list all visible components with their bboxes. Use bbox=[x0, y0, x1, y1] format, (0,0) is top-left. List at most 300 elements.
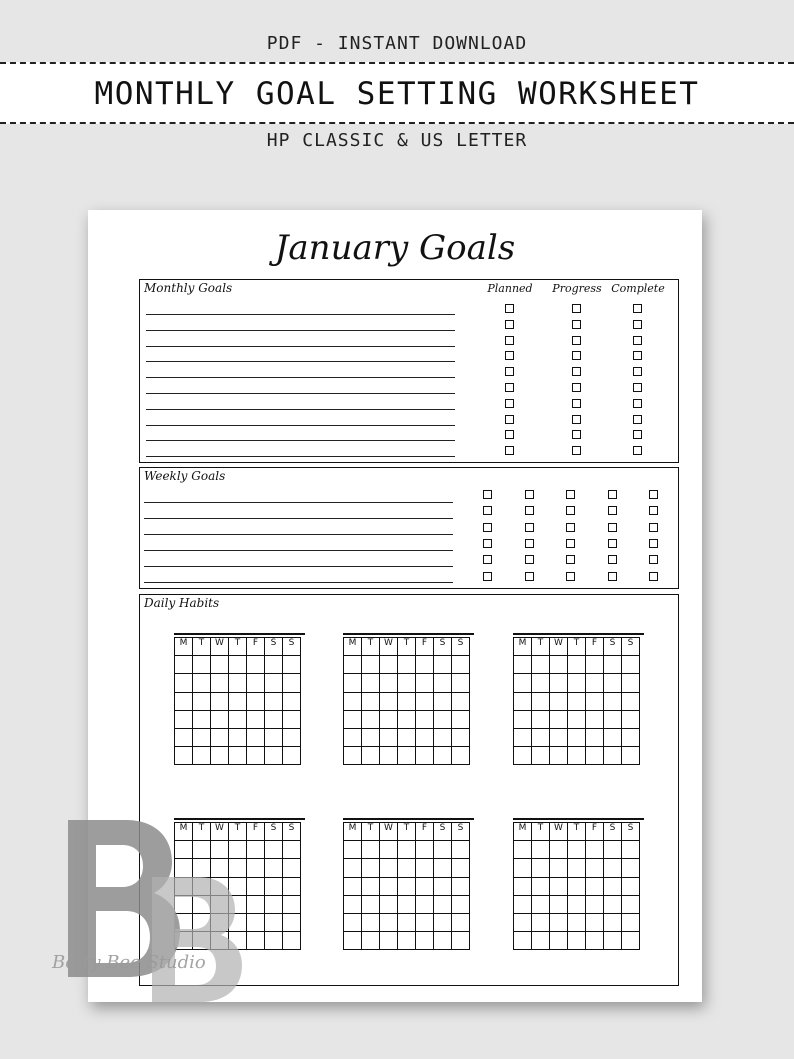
goal-writing-line[interactable] bbox=[146, 330, 455, 331]
habit-cell[interactable] bbox=[380, 859, 398, 877]
habit-cell[interactable] bbox=[568, 710, 586, 728]
weekly-checkbox[interactable] bbox=[608, 539, 617, 548]
habit-cell[interactable] bbox=[175, 656, 193, 674]
weekly-checkbox[interactable] bbox=[483, 506, 492, 515]
habit-cell[interactable] bbox=[568, 728, 586, 746]
goal-writing-line[interactable] bbox=[146, 393, 455, 394]
habit-cell[interactable] bbox=[604, 747, 622, 765]
habit-cell[interactable] bbox=[283, 674, 301, 692]
weekly-checkbox[interactable] bbox=[608, 572, 617, 581]
habit-cell[interactable] bbox=[416, 932, 434, 950]
habit-cell[interactable] bbox=[211, 710, 229, 728]
habit-cell[interactable] bbox=[550, 674, 568, 692]
habit-cell[interactable] bbox=[550, 747, 568, 765]
complete-checkbox[interactable] bbox=[633, 336, 642, 345]
habit-cell[interactable] bbox=[604, 895, 622, 913]
habit-cell[interactable] bbox=[193, 728, 211, 746]
habit-cell[interactable] bbox=[283, 895, 301, 913]
habit-cell[interactable] bbox=[175, 692, 193, 710]
habit-cell[interactable] bbox=[434, 859, 452, 877]
weekly-checkbox[interactable] bbox=[649, 555, 658, 564]
habit-cell[interactable] bbox=[247, 656, 265, 674]
habit-cell[interactable] bbox=[416, 895, 434, 913]
weekly-checkbox[interactable] bbox=[649, 490, 658, 499]
habit-cell[interactable] bbox=[532, 859, 550, 877]
habit-cell[interactable] bbox=[398, 859, 416, 877]
habit-cell[interactable] bbox=[550, 841, 568, 859]
habit-cell[interactable] bbox=[550, 656, 568, 674]
habit-cell[interactable] bbox=[380, 710, 398, 728]
habit-cell[interactable] bbox=[622, 710, 640, 728]
habit-cell[interactable] bbox=[265, 710, 283, 728]
habit-cell[interactable] bbox=[265, 841, 283, 859]
habit-cell[interactable] bbox=[452, 710, 470, 728]
habit-cell[interactable] bbox=[283, 747, 301, 765]
habit-cell[interactable] bbox=[283, 841, 301, 859]
weekly-checkbox[interactable] bbox=[566, 523, 575, 532]
habit-cell[interactable] bbox=[586, 747, 604, 765]
habit-cell[interactable] bbox=[568, 859, 586, 877]
habit-cell[interactable] bbox=[452, 747, 470, 765]
weekly-checkbox[interactable] bbox=[525, 490, 534, 499]
habit-cell[interactable] bbox=[344, 692, 362, 710]
planned-checkbox[interactable] bbox=[505, 304, 514, 313]
progress-checkbox[interactable] bbox=[572, 383, 581, 392]
weekly-checkbox[interactable] bbox=[608, 555, 617, 564]
habit-cell[interactable] bbox=[380, 913, 398, 931]
complete-checkbox[interactable] bbox=[633, 351, 642, 360]
weekly-checkbox[interactable] bbox=[483, 539, 492, 548]
habit-cell[interactable] bbox=[604, 710, 622, 728]
habit-cell[interactable] bbox=[514, 692, 532, 710]
habit-cell[interactable] bbox=[568, 895, 586, 913]
habit-cell[interactable] bbox=[380, 841, 398, 859]
habit-cell[interactable] bbox=[568, 747, 586, 765]
habit-cell[interactable] bbox=[532, 913, 550, 931]
habit-cell[interactable] bbox=[416, 747, 434, 765]
habit-cell[interactable] bbox=[283, 913, 301, 931]
habit-cell[interactable] bbox=[398, 895, 416, 913]
habit-cell[interactable] bbox=[434, 932, 452, 950]
habit-cell[interactable] bbox=[362, 877, 380, 895]
habit-cell[interactable] bbox=[398, 710, 416, 728]
complete-checkbox[interactable] bbox=[633, 320, 642, 329]
habit-cell[interactable] bbox=[193, 747, 211, 765]
habit-cell[interactable] bbox=[344, 841, 362, 859]
habit-cell[interactable] bbox=[211, 692, 229, 710]
habit-cell[interactable] bbox=[514, 674, 532, 692]
habit-cell[interactable] bbox=[586, 913, 604, 931]
habit-cell[interactable] bbox=[514, 877, 532, 895]
habit-cell[interactable] bbox=[247, 692, 265, 710]
progress-checkbox[interactable] bbox=[572, 415, 581, 424]
habit-cell[interactable] bbox=[380, 692, 398, 710]
habit-cell[interactable] bbox=[434, 747, 452, 765]
habit-cell[interactable] bbox=[434, 895, 452, 913]
habit-cell[interactable] bbox=[452, 841, 470, 859]
habit-cell[interactable] bbox=[380, 728, 398, 746]
habit-cell[interactable] bbox=[532, 710, 550, 728]
habit-cell[interactable] bbox=[514, 895, 532, 913]
weekly-checkbox[interactable] bbox=[525, 539, 534, 548]
weekly-writing-line[interactable] bbox=[144, 566, 453, 567]
habit-cell[interactable] bbox=[568, 692, 586, 710]
habit-cell[interactable] bbox=[622, 747, 640, 765]
habit-cell[interactable] bbox=[550, 859, 568, 877]
habit-cell[interactable] bbox=[265, 877, 283, 895]
progress-checkbox[interactable] bbox=[572, 320, 581, 329]
habit-cell[interactable] bbox=[434, 656, 452, 674]
habit-cell[interactable] bbox=[211, 674, 229, 692]
habit-cell[interactable] bbox=[380, 747, 398, 765]
habit-cell[interactable] bbox=[283, 656, 301, 674]
weekly-checkbox[interactable] bbox=[649, 572, 658, 581]
habit-cell[interactable] bbox=[229, 710, 247, 728]
weekly-checkbox[interactable] bbox=[566, 506, 575, 515]
habit-cell[interactable] bbox=[514, 710, 532, 728]
habit-cell[interactable] bbox=[229, 747, 247, 765]
habit-cell[interactable] bbox=[550, 932, 568, 950]
habit-cell[interactable] bbox=[586, 692, 604, 710]
habit-cell[interactable] bbox=[283, 710, 301, 728]
habit-cell[interactable] bbox=[532, 656, 550, 674]
habit-cell[interactable] bbox=[416, 841, 434, 859]
habit-cell[interactable] bbox=[434, 877, 452, 895]
habit-cell[interactable] bbox=[175, 728, 193, 746]
progress-checkbox[interactable] bbox=[572, 367, 581, 376]
planned-checkbox[interactable] bbox=[505, 351, 514, 360]
weekly-checkbox[interactable] bbox=[608, 490, 617, 499]
habit-cell[interactable] bbox=[344, 913, 362, 931]
complete-checkbox[interactable] bbox=[633, 430, 642, 439]
complete-checkbox[interactable] bbox=[633, 367, 642, 376]
habit-cell[interactable] bbox=[247, 728, 265, 746]
habit-cell[interactable] bbox=[398, 841, 416, 859]
habit-cell[interactable] bbox=[362, 932, 380, 950]
planned-checkbox[interactable] bbox=[505, 430, 514, 439]
habit-cell[interactable] bbox=[416, 710, 434, 728]
weekly-checkbox[interactable] bbox=[525, 572, 534, 581]
goal-writing-line[interactable] bbox=[146, 377, 455, 378]
habit-cell[interactable] bbox=[229, 674, 247, 692]
habit-cell[interactable] bbox=[550, 913, 568, 931]
weekly-checkbox[interactable] bbox=[525, 506, 534, 515]
planned-checkbox[interactable] bbox=[505, 320, 514, 329]
habit-cell[interactable] bbox=[265, 692, 283, 710]
habit-cell[interactable] bbox=[604, 913, 622, 931]
habit-cell[interactable] bbox=[452, 692, 470, 710]
habit-cell[interactable] bbox=[604, 674, 622, 692]
habit-cell[interactable] bbox=[452, 913, 470, 931]
tracker-day-row bbox=[344, 823, 470, 841]
habit-cell[interactable] bbox=[344, 932, 362, 950]
habit-cell[interactable] bbox=[398, 913, 416, 931]
habit-cell[interactable] bbox=[265, 895, 283, 913]
habit-cell[interactable] bbox=[514, 913, 532, 931]
habit-cell[interactable] bbox=[247, 747, 265, 765]
goal-writing-line[interactable] bbox=[146, 425, 455, 426]
habit-cell[interactable] bbox=[380, 877, 398, 895]
habit-cell[interactable] bbox=[362, 859, 380, 877]
habit-cell[interactable] bbox=[452, 728, 470, 746]
habit-cell[interactable] bbox=[193, 692, 211, 710]
habit-cell[interactable] bbox=[568, 932, 586, 950]
habit-cell[interactable] bbox=[344, 656, 362, 674]
habit-cell[interactable] bbox=[514, 859, 532, 877]
habit-cell[interactable] bbox=[283, 859, 301, 877]
weekly-checkbox[interactable] bbox=[525, 523, 534, 532]
habit-cell[interactable] bbox=[586, 674, 604, 692]
habit-cell[interactable] bbox=[586, 877, 604, 895]
habit-cell[interactable] bbox=[532, 674, 550, 692]
planned-checkbox[interactable] bbox=[505, 399, 514, 408]
habit-cell[interactable] bbox=[568, 674, 586, 692]
habit-cell[interactable] bbox=[622, 692, 640, 710]
habit-cell[interactable] bbox=[604, 859, 622, 877]
habit-cell[interactable] bbox=[586, 656, 604, 674]
habit-cell[interactable] bbox=[175, 710, 193, 728]
progress-checkbox[interactable] bbox=[572, 336, 581, 345]
weekly-checkbox[interactable] bbox=[608, 506, 617, 515]
habit-cell[interactable] bbox=[344, 674, 362, 692]
habit-cell[interactable] bbox=[452, 877, 470, 895]
weekly-checkbox[interactable] bbox=[649, 539, 658, 548]
habit-cell[interactable] bbox=[283, 877, 301, 895]
habit-cell[interactable] bbox=[416, 877, 434, 895]
habit-cell[interactable] bbox=[247, 674, 265, 692]
habit-cell[interactable] bbox=[604, 656, 622, 674]
habit-cell[interactable] bbox=[416, 692, 434, 710]
habit-cell[interactable] bbox=[344, 859, 362, 877]
habit-cell[interactable] bbox=[283, 728, 301, 746]
complete-checkbox[interactable] bbox=[633, 415, 642, 424]
habit-cell[interactable] bbox=[604, 932, 622, 950]
weekly-checkbox[interactable] bbox=[566, 555, 575, 564]
habit-cell[interactable] bbox=[604, 692, 622, 710]
weekly-checkbox[interactable] bbox=[649, 523, 658, 532]
habit-cell[interactable] bbox=[229, 728, 247, 746]
habit-cell[interactable] bbox=[586, 932, 604, 950]
habit-cell[interactable] bbox=[568, 877, 586, 895]
habit-cell[interactable] bbox=[193, 656, 211, 674]
weekly-writing-line[interactable] bbox=[144, 534, 453, 535]
habit-cell[interactable] bbox=[380, 895, 398, 913]
progress-checkbox[interactable] bbox=[572, 304, 581, 313]
weekly-writing-line[interactable] bbox=[144, 550, 453, 551]
habit-cell[interactable] bbox=[532, 932, 550, 950]
weekly-checkbox[interactable] bbox=[566, 490, 575, 499]
habit-cell[interactable] bbox=[416, 656, 434, 674]
habit-cell[interactable] bbox=[514, 656, 532, 674]
habit-cell[interactable] bbox=[175, 674, 193, 692]
habit-cell[interactable] bbox=[398, 656, 416, 674]
weekly-writing-line[interactable] bbox=[144, 518, 453, 519]
habit-cell[interactable] bbox=[265, 932, 283, 950]
progress-checkbox[interactable] bbox=[572, 399, 581, 408]
habit-cell[interactable] bbox=[416, 913, 434, 931]
habit-cell[interactable] bbox=[622, 728, 640, 746]
habit-cell[interactable] bbox=[452, 932, 470, 950]
habit-cell[interactable] bbox=[193, 674, 211, 692]
planned-checkbox[interactable] bbox=[505, 336, 514, 345]
goal-writing-line[interactable] bbox=[146, 314, 455, 315]
habit-cell[interactable] bbox=[604, 841, 622, 859]
complete-checkbox[interactable] bbox=[633, 383, 642, 392]
habit-cell[interactable] bbox=[398, 932, 416, 950]
habit-cell[interactable] bbox=[568, 656, 586, 674]
habit-cell[interactable] bbox=[362, 674, 380, 692]
habit-cell[interactable] bbox=[211, 747, 229, 765]
habit-cell[interactable] bbox=[550, 710, 568, 728]
day-header-cell: T bbox=[568, 638, 586, 656]
habit-cell[interactable] bbox=[344, 895, 362, 913]
complete-checkbox[interactable] bbox=[633, 304, 642, 313]
goal-writing-line[interactable] bbox=[146, 361, 455, 362]
habit-cell[interactable] bbox=[622, 895, 640, 913]
habit-cell[interactable] bbox=[344, 728, 362, 746]
habit-cell[interactable] bbox=[550, 877, 568, 895]
habit-cell[interactable] bbox=[229, 656, 247, 674]
habit-cell[interactable] bbox=[622, 859, 640, 877]
habit-cell[interactable] bbox=[380, 932, 398, 950]
habit-cell[interactable] bbox=[362, 692, 380, 710]
habit-cell[interactable] bbox=[568, 913, 586, 931]
complete-checkbox[interactable] bbox=[633, 446, 642, 455]
progress-checkbox[interactable] bbox=[572, 430, 581, 439]
habit-cell[interactable] bbox=[362, 895, 380, 913]
habit-cell[interactable] bbox=[514, 932, 532, 950]
habit-cell[interactable] bbox=[193, 710, 211, 728]
weekly-checkbox[interactable] bbox=[525, 555, 534, 564]
habit-cell[interactable] bbox=[265, 913, 283, 931]
weekly-writing-line[interactable] bbox=[144, 502, 453, 503]
habit-cell[interactable] bbox=[380, 674, 398, 692]
habit-cell[interactable] bbox=[532, 841, 550, 859]
habit-cell[interactable] bbox=[514, 728, 532, 746]
habit-cell[interactable] bbox=[434, 674, 452, 692]
habit-cell[interactable] bbox=[532, 728, 550, 746]
planned-checkbox[interactable] bbox=[505, 367, 514, 376]
habit-cell[interactable] bbox=[434, 692, 452, 710]
habit-cell[interactable] bbox=[283, 932, 301, 950]
habit-cell[interactable] bbox=[416, 859, 434, 877]
habit-cell[interactable] bbox=[550, 895, 568, 913]
habit-cell[interactable] bbox=[398, 674, 416, 692]
habit-cell[interactable] bbox=[380, 656, 398, 674]
habit-cell[interactable] bbox=[247, 710, 265, 728]
habit-cell[interactable] bbox=[622, 913, 640, 931]
habit-cell[interactable] bbox=[362, 710, 380, 728]
habit-cell[interactable] bbox=[175, 747, 193, 765]
habit-cell[interactable] bbox=[622, 841, 640, 859]
habit-cell[interactable] bbox=[622, 932, 640, 950]
weekly-checkbox[interactable] bbox=[649, 506, 658, 515]
habit-cell[interactable] bbox=[416, 728, 434, 746]
habit-cell[interactable] bbox=[622, 674, 640, 692]
habit-cell[interactable] bbox=[344, 710, 362, 728]
habit-cell[interactable] bbox=[362, 728, 380, 746]
planned-checkbox[interactable] bbox=[505, 415, 514, 424]
habit-cell[interactable] bbox=[586, 728, 604, 746]
weekly-checkbox[interactable] bbox=[483, 523, 492, 532]
habit-cell[interactable] bbox=[568, 841, 586, 859]
habit-cell[interactable] bbox=[434, 728, 452, 746]
habit-cell[interactable] bbox=[434, 710, 452, 728]
planned-checkbox[interactable] bbox=[505, 446, 514, 455]
complete-checkbox[interactable] bbox=[633, 399, 642, 408]
habit-cell[interactable] bbox=[532, 877, 550, 895]
habit-cell[interactable] bbox=[586, 859, 604, 877]
habit-cell[interactable] bbox=[229, 692, 247, 710]
progress-checkbox[interactable] bbox=[572, 351, 581, 360]
habit-cell[interactable] bbox=[211, 656, 229, 674]
habit-cell[interactable] bbox=[586, 841, 604, 859]
habit-cell[interactable] bbox=[265, 674, 283, 692]
habit-cell[interactable] bbox=[265, 656, 283, 674]
habit-cell[interactable] bbox=[622, 877, 640, 895]
habit-cell[interactable] bbox=[514, 747, 532, 765]
habit-cell[interactable] bbox=[265, 859, 283, 877]
habit-cell[interactable] bbox=[362, 841, 380, 859]
habit-cell[interactable] bbox=[344, 747, 362, 765]
planned-checkbox[interactable] bbox=[505, 383, 514, 392]
habit-cell[interactable] bbox=[398, 747, 416, 765]
habit-cell[interactable] bbox=[452, 674, 470, 692]
weekly-checkbox[interactable] bbox=[608, 523, 617, 532]
weekly-checkbox[interactable] bbox=[483, 572, 492, 581]
weekly-checkbox[interactable] bbox=[483, 490, 492, 499]
habit-cell[interactable] bbox=[211, 728, 229, 746]
habit-cell[interactable] bbox=[434, 913, 452, 931]
habit-cell[interactable] bbox=[362, 656, 380, 674]
habit-cell[interactable] bbox=[452, 859, 470, 877]
habit-cell[interactable] bbox=[452, 656, 470, 674]
habit-cell[interactable] bbox=[265, 747, 283, 765]
habit-cell[interactable] bbox=[398, 692, 416, 710]
goal-writing-line[interactable] bbox=[146, 456, 455, 457]
habit-cell[interactable] bbox=[344, 877, 362, 895]
progress-checkbox[interactable] bbox=[572, 446, 581, 455]
habit-cell[interactable] bbox=[604, 728, 622, 746]
habit-cell[interactable] bbox=[532, 895, 550, 913]
goal-writing-line[interactable] bbox=[146, 409, 455, 410]
habit-cell[interactable] bbox=[452, 895, 470, 913]
weekly-checkbox[interactable] bbox=[566, 539, 575, 548]
habit-cell[interactable] bbox=[398, 877, 416, 895]
habit-cell[interactable] bbox=[550, 728, 568, 746]
habit-cell[interactable] bbox=[586, 710, 604, 728]
habit-cell[interactable] bbox=[586, 895, 604, 913]
habit-cell[interactable] bbox=[362, 747, 380, 765]
habit-cell[interactable] bbox=[434, 841, 452, 859]
weekly-checkbox[interactable] bbox=[566, 572, 575, 581]
habit-cell[interactable] bbox=[362, 913, 380, 931]
habit-cell[interactable] bbox=[550, 692, 568, 710]
habit-cell[interactable] bbox=[514, 841, 532, 859]
habit-cell[interactable] bbox=[532, 692, 550, 710]
weekly-writing-line[interactable] bbox=[144, 582, 453, 583]
habit-cell[interactable] bbox=[622, 656, 640, 674]
habit-cell[interactable] bbox=[283, 692, 301, 710]
habit-cell[interactable] bbox=[604, 877, 622, 895]
goal-writing-line[interactable] bbox=[146, 346, 455, 347]
habit-cell[interactable] bbox=[265, 728, 283, 746]
habit-cell[interactable] bbox=[398, 728, 416, 746]
weekly-checkbox[interactable] bbox=[483, 555, 492, 564]
habit-cell[interactable] bbox=[416, 674, 434, 692]
habit-cell[interactable] bbox=[532, 747, 550, 765]
goal-writing-line[interactable] bbox=[146, 440, 455, 441]
